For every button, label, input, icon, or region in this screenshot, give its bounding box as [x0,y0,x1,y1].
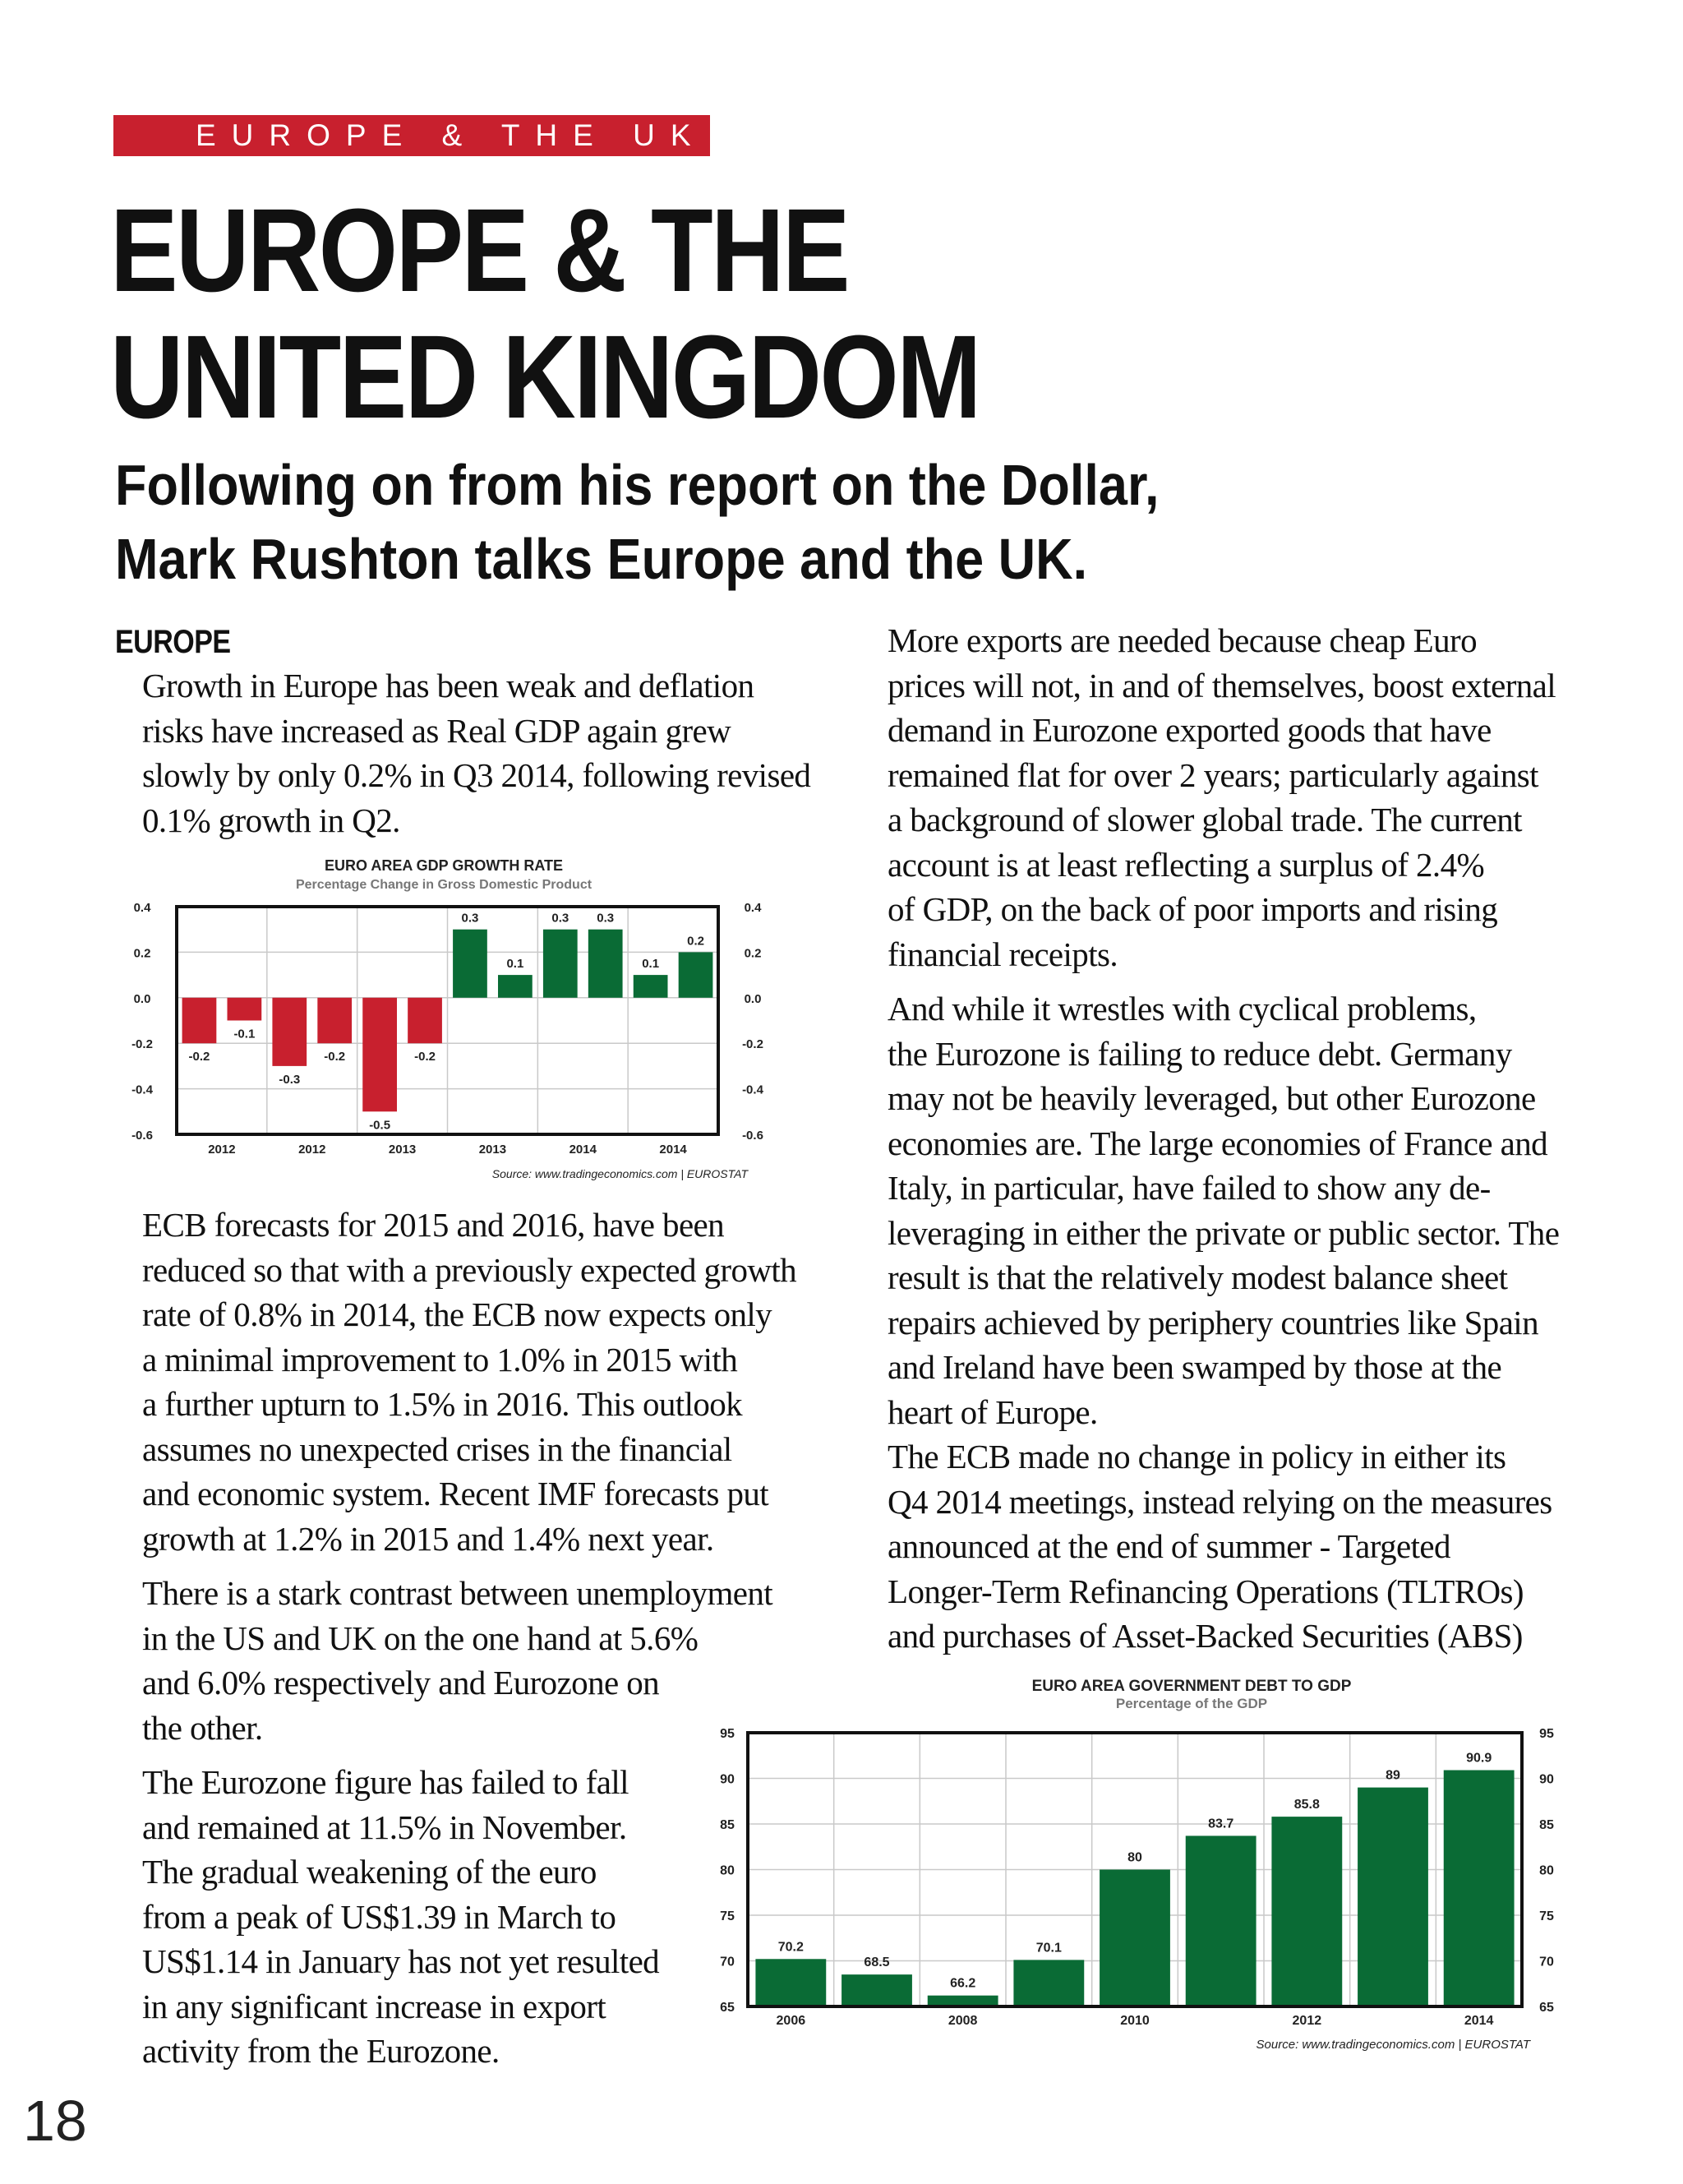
y-tick-label: 0.0 [133,991,151,1006]
chart-source: Source: www.tradingeconomics.com | EUROSTAT [1256,2038,1530,2052]
y-tick-label: 70 [720,1955,735,1969]
bar-value-label: 83.7 [1208,1817,1234,1831]
y-tick-label: -0.2 [131,1037,153,1052]
y-tick-label-right: 0.4 [744,901,762,915]
text-line: a further upturn to 1.5% in 2016. This outlook [142,1385,743,1423]
text-line: slowly by only 0.2% in Q3 2014, following revised [142,756,811,794]
y-tick-label: -0.6 [131,1129,153,1143]
text-line: in the US and UK on the one hand at 5.6% [142,1618,699,1657]
text-line: There is a stark contrast between unemployment [142,1574,773,1612]
y-tick-label-right: -0.4 [742,1083,763,1097]
bar-value-label: 68.5 [864,1955,890,1970]
x-tick-label: 2006 [776,2014,806,2028]
text-line: financial receipts. [888,935,1118,973]
y-tick-label: 75 [720,1909,735,1923]
x-tick-label: 2013 [478,1143,507,1157]
text-line: US$1.14 in January has not yet resulted [142,1942,660,1980]
bar [272,998,307,1066]
article-subtitle [115,448,1159,596]
left-column-top [115,621,811,843]
paragraph [115,1203,822,1561]
y-tick-label-right: -0.6 [742,1129,763,1143]
bar-value-label: 66.2 [950,1976,976,1991]
chart-title: EURO AREA GDP GROWTH RATE [324,857,564,874]
chart-source: Source: www.tradingeconomics.com | EUROSTAT [491,1167,748,1180]
section-heading-europe: EUROPE [115,624,231,660]
x-tick-label: 2010 [1120,2014,1150,2028]
text-line: activity from the Eurozone. [142,2032,500,2070]
bar-value-label: 0.1 [506,957,524,972]
bar [362,998,397,1112]
subtitle-line: Mark Rushton talks Europe and the UK. [115,527,1088,591]
bar-value-label: -0.2 [324,1050,346,1064]
x-tick-label: 2014 [569,1143,597,1157]
section-label: EUROPE & THE UK [113,115,710,156]
text-line: growth at 1.2% in 2015 and 1.4% next year. [142,1519,714,1558]
text-line: and economic system. Recent IMF forecasts put [142,1475,769,1512]
y-tick-label-right: 85 [1539,1818,1554,1832]
text-line: ECB forecasts for 2015 and 2016, have been [142,1206,725,1244]
text-line: reduced so that with a previously expected growth [142,1250,797,1289]
y-tick-label-right: 70 [1539,1955,1554,1969]
chart-subtitle: Percentage Change in Gross Domestic Product [295,878,593,892]
bar [679,952,713,997]
chart-value-labels [189,912,704,1133]
bar-value-label: 0.3 [551,911,569,926]
y-tick-label: -0.4 [131,1083,153,1097]
title-line: EUROPE & THE [110,184,848,316]
y-tick-label-right: 0.2 [744,946,762,961]
bar [1271,1817,1342,2006]
text-line: Q4 2014 meetings, instead relying on the measures [888,1482,1552,1521]
y-tick-label: 65 [720,2001,735,2015]
text-line: And while it wrestles with cyclical problems, [888,990,1477,1027]
bar-value-label: 85.8 [1293,1798,1320,1812]
bar [588,930,623,998]
bar [755,1959,826,2006]
text-line: the Eurozone is failing to reduce debt. Germany [888,1034,1512,1073]
chart-title: EURO AREA GOVERNMENT DEBT TO GDP [1031,1678,1352,1695]
bar [1186,1835,1256,2006]
text-line: Italy, in particular, have failed to show any de- [888,1169,1491,1207]
bar-value-label: 80 [1127,1850,1142,1865]
text-line: leveraging in either the private or public sector. The [888,1213,1560,1252]
bar-value-label: -0.2 [188,1050,210,1064]
text-line: a background of slower global trade. The current [888,801,1522,838]
text-line: announced at the end of summer - Targeted [888,1527,1450,1565]
text-line: and purchases of Asset-Backed Securities (ABS) [888,1617,1523,1655]
bar [634,975,668,998]
text-line: account is at least reflecting a surplus of 2.4% [888,845,1485,884]
bar-value-label: 0.3 [597,911,615,926]
chart-bars [755,1768,1514,2006]
y-tick-label: 0.4 [133,901,151,915]
text-line: The ECB made no change in policy in either its [888,1438,1506,1475]
text-line: remained flat for over 2 years; particularly against [888,755,1538,794]
paragraph [860,1434,1584,1659]
bar-value-label: -0.3 [279,1072,301,1087]
text-line: may not be heavily leveraged, but other Eurozone [888,1079,1536,1117]
bar [1444,1771,1515,2006]
paragraph [860,618,1584,977]
paragraph [860,986,1584,1434]
chart-x-axis [208,1143,687,1157]
y-tick-label: 95 [720,1727,735,1741]
bar [842,1974,912,2006]
text-line: the other. [142,1708,263,1747]
text-line: a minimal improvement to 1.0% in 2015 with [142,1340,738,1378]
y-tick-label: 90 [720,1772,735,1787]
y-tick-label-right: -0.2 [742,1037,763,1052]
text-line: Longer-Term Refinancing Operations (TLTROs) [888,1572,1524,1610]
paragraph [115,663,811,843]
y-tick-label: 85 [720,1818,735,1832]
text-line: economies are. The large economies of France and [888,1124,1548,1162]
bar [408,998,442,1043]
x-tick-label: 2012 [208,1143,236,1157]
text-line: in any significant increase in export [142,1987,606,2025]
y-tick-label-right: 0.0 [744,991,762,1006]
text-line: Growth in Europe has been weak and deflation [142,667,754,704]
bar [1013,1960,1084,2006]
text-line: prices will not, in and of themselves, boost external [888,666,1556,704]
chart-subtitle: Percentage of the GDP [1115,1696,1268,1711]
text-line: and Ireland have been swamped by those at the [888,1348,1502,1386]
text-line: heart of Europe. [888,1392,1098,1431]
x-tick-label: 2012 [1292,2014,1322,2028]
x-tick-label: 2008 [948,2014,978,2028]
bar [317,998,352,1043]
debt-to-gdp-chart [707,1675,1561,2053]
bar [1358,1788,1428,2006]
page-number: 18 [23,2089,87,2153]
bar [182,998,217,1043]
text-line: rate of 0.8% in 2014, the ECB now expects only [142,1295,772,1333]
bar [498,975,533,998]
y-tick-label: 0.2 [133,946,151,961]
bar-value-label: -0.2 [414,1050,436,1064]
bar-value-label: 70.1 [1035,1941,1062,1955]
text-line: assumes no unexpected crises in the financial [142,1429,732,1468]
bar-value-label: 0.3 [461,911,479,926]
text-line: risks have increased as Real GDP again grew [142,711,731,750]
y-tick-label: 80 [720,1863,735,1878]
text-line: of GDP, on the back of poor imports and rising [888,890,1498,928]
text-line: repairs achieved by periphery countries like Spain [888,1303,1538,1341]
bar [453,930,487,998]
y-tick-label-right: 75 [1539,1909,1554,1923]
x-tick-label: 2012 [298,1143,326,1157]
bar [1100,1870,1170,2007]
x-tick-label: 2014 [659,1143,687,1157]
subtitle-line: Following on from his report on the Dollar, [115,453,1160,517]
text-line: and remained at 11.5% in November. [142,1808,627,1846]
bar [228,998,262,1021]
bar-value-label: 0.1 [642,957,660,972]
article-title [110,184,980,443]
bar-value-label: 70.2 [777,1940,804,1955]
bar-value-label: 0.2 [687,934,704,949]
y-tick-label-right: 95 [1539,1727,1554,1741]
x-tick-label: 2014 [1464,2014,1494,2028]
text-line: More exports are needed because cheap Euro [888,621,1477,659]
bar-value-label: -0.5 [369,1118,391,1133]
chart-x-axis [777,2014,1494,2028]
right-column [860,618,1584,1659]
y-tick-label-right: 90 [1539,1772,1554,1787]
x-tick-label: 2013 [388,1143,417,1157]
bar-value-label: 90.9 [1466,1751,1492,1766]
y-tick-label-right: 80 [1539,1863,1554,1878]
text-line: The Eurozone figure has failed to fall [142,1763,629,1801]
bar-value-label: -0.1 [233,1027,256,1041]
y-tick-label-right: 65 [1539,2001,1554,2015]
gdp-growth-chart [123,855,764,1184]
title-line: UNITED KINGDOM [110,311,980,443]
text-line: result is that the relatively modest balance sheet [888,1258,1508,1296]
text-line: 0.1% growth in Q2. [142,801,400,839]
text-line: from a peak of US$1.39 in March to [142,1897,616,1936]
bar [543,930,578,998]
text-line: and 6.0% respectively and Eurozone on [142,1664,660,1701]
text-line: demand in Eurozone exported goods that have [888,711,1492,749]
text-line: The gradual weakening of the euro [142,1853,597,1891]
bar-value-label: 89 [1386,1768,1400,1783]
